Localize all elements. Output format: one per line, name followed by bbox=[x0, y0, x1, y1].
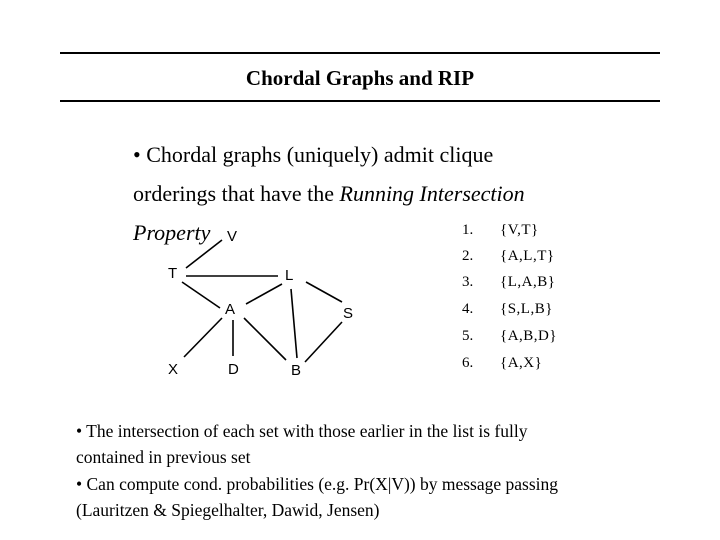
edge-A-B bbox=[244, 318, 286, 360]
edge-A-X bbox=[184, 318, 222, 357]
bullet-3-line-2: (Lauritzen & Spiegelhalter, Dawid, Jensen) bbox=[76, 500, 380, 520]
edge-S-B bbox=[305, 322, 342, 362]
ordering-number: 3. bbox=[462, 274, 474, 290]
ordering-clique: {V,T} bbox=[500, 222, 539, 238]
edge-T-A bbox=[182, 282, 220, 308]
edge-V-T bbox=[186, 240, 222, 268]
ordering-clique: {A,L,T} bbox=[500, 248, 555, 264]
node-X: X bbox=[168, 361, 179, 378]
node-V: V bbox=[227, 228, 238, 245]
bullet-2-line-2: contained in previous set bbox=[76, 447, 251, 467]
ordering-number: 5. bbox=[462, 328, 474, 344]
node-T: T bbox=[168, 265, 178, 282]
ordering-number: 4. bbox=[462, 301, 474, 317]
ordering-clique: {L,A,B} bbox=[500, 274, 556, 290]
node-D: D bbox=[228, 361, 239, 378]
graph-node-labels bbox=[168, 228, 353, 379]
ordering-number: 2. bbox=[462, 248, 474, 264]
node-L: L bbox=[285, 267, 294, 284]
ordering-clique: {A,X} bbox=[500, 355, 543, 371]
ordering-clique: {S,L,B} bbox=[500, 301, 553, 317]
bullet-1-emphasis-cont: Property bbox=[133, 220, 211, 245]
bullet-1-emphasis: Running Intersection bbox=[339, 181, 525, 206]
node-S: S bbox=[343, 305, 354, 322]
graph-edges bbox=[182, 240, 342, 362]
bullet-1-line-1: • Chordal graphs (uniquely) admit clique bbox=[133, 142, 494, 167]
ordering-clique: {A,B,D} bbox=[500, 328, 558, 344]
ordering-number: 1. bbox=[462, 222, 474, 238]
slide-title: Chordal Graphs and RIP bbox=[245, 66, 475, 90]
edge-L-S bbox=[306, 282, 342, 302]
node-A: A bbox=[225, 301, 236, 318]
bullet-2-line-1: • The intersection of each set with those earlier in the list is fully bbox=[76, 421, 528, 441]
edge-L-A bbox=[246, 284, 282, 304]
bullet-3-line-1: • Can compute cond. probabilities (e.g. Pr(X|V)) by message passing bbox=[76, 474, 559, 494]
edge-L-B bbox=[291, 289, 297, 358]
ordering-number: 6. bbox=[462, 355, 474, 371]
bullet-1-line-2-text: orderings that have the bbox=[133, 181, 340, 206]
node-B: B bbox=[291, 362, 302, 379]
